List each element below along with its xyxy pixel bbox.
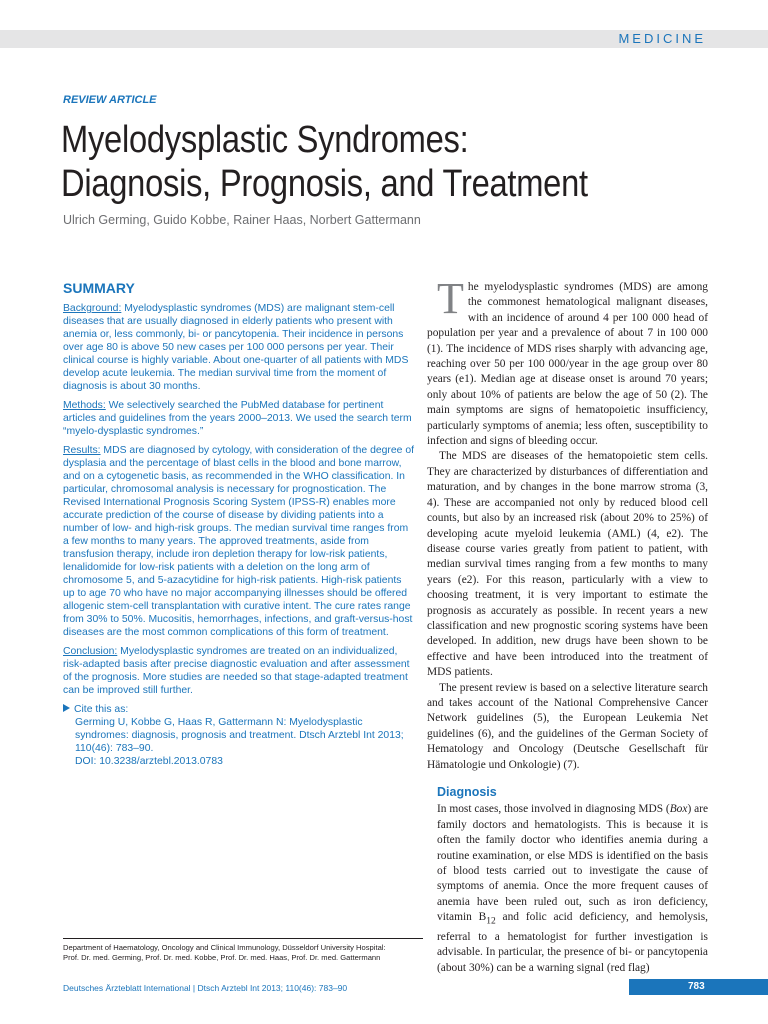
title-line-2: Diagnosis, Prognosis, and Treatment bbox=[61, 163, 588, 205]
page-number: 783 bbox=[688, 981, 705, 992]
summary-conclusion bbox=[63, 645, 415, 697]
footnote-line-1: Department of Haematology, Oncology and Clinical Immunology, Düsseldorf University Hospital: bbox=[63, 943, 386, 952]
summary-background bbox=[63, 302, 415, 393]
arrow-right-icon bbox=[63, 704, 70, 712]
footnote-line-2: Prof. Dr. med. Germing, Prof. Dr. med. Kobbe, Prof. Dr. med. Haas, Prof. Dr. med. Gattermann bbox=[63, 953, 381, 962]
drop-cap: T bbox=[437, 274, 464, 323]
body-column bbox=[427, 274, 709, 976]
p4-text-b: ) are family doctors and hematologists. This is because it is often the family doctor who identifies anemia during a routine examination, or else MDS is identified on the basis of blood tests carried out to investigate the cause of symptoms of anemia. Once the more frequent causes of anemia have been ruled out, such as iron deficiency, vitamin B bbox=[437, 803, 709, 924]
body-paragraph-1-text: he myelodysplastic syndromes (MDS) are among the commonest hematological malignant diseases, with an incidence of around 4 per 100 000 head of population per year and a prevalence of about 7 in 100 000 (1). The incidence of MDS rises sharply with advancing age, reaching over 50 per 100 000/year in the age group over 80 years (e1). Median age at disease onset is around 70 years; only about 10% of patients are below the age of 50 (2). The main symptoms are signs of hematopoietic insufficiency, particularly symptoms of anemia; less often, susceptibility to infection and signs of bleeding occur. bbox=[427, 281, 708, 448]
p4-text-a: In most cases, those involved in diagnosing MDS ( bbox=[437, 803, 670, 816]
article-title bbox=[61, 118, 629, 206]
citation-heading bbox=[63, 703, 415, 716]
summary-heading: SUMMARY bbox=[63, 280, 135, 296]
conclusion-text: Myelodysplastic syndromes are treated on an individualized, risk-adapted basis after precise diagnostic evaluation and after assessment of the prognosis. More studies are needed so that stage-adapted treatment can be improved still further. bbox=[63, 646, 410, 696]
methods-text: We selectively searched the PubMed database for pertinent articles and guidelines from the years 2000–2013. We used the search term “myelo-dysplastic syndromes.” bbox=[63, 400, 412, 437]
citation-block bbox=[63, 703, 415, 768]
p4-subscript: 12 bbox=[486, 916, 496, 927]
author-list: Ulrich Germing, Guido Kobbe, Rainer Haas, Norbert Gattermann bbox=[63, 213, 421, 227]
diagnosis-heading: Diagnosis bbox=[437, 785, 497, 799]
summary-section bbox=[63, 280, 415, 768]
methods-label: Methods: bbox=[63, 400, 106, 411]
body-paragraph-2: The MDS are diseases of the hematopoietic stem cells. They are characterized by disturbances of differentiation and maturation, and by changes in the bone marrow stroma (3, 4). These are accompanied not only by reduced blood cell counts, but also by an increased risk (about 20% to 25%) of developing acute myeloid leukemia (AML) (4, e2). The disease course varies greatly from patient to patient, with median survival times ranging from a few months to many years (e2). For this reason, particularly with a view to choosing treatment, it is very important to estimate the prognosis as accurately as possible. In recent years a new classification and new prognostic scoring systems have been developed. In addition, new drugs have been shown to be effective and have been introduced into the treatment of MDS patients. bbox=[427, 450, 708, 679]
body-paragraph-4 bbox=[427, 802, 708, 976]
section-label: MEDICINE bbox=[618, 31, 706, 46]
p4-text-c: and folic acid deficiency, and hemolysis, referral to a hematologist for further investigation is advisable. In particular, the presence of bi- or pancytopenia (about 30%) can be a warning signal (red flag) bbox=[437, 911, 708, 974]
results-text: MDS are diagnosed by cytology, with consideration of the degree of dysplasia and the percentage of blast cells in the blood and bone marrow, and on a cytogenetic basis, as recommended in the WHO classification. In particular, chromosomal analysis is necessary for prognostication. The Revised International Prognosis Scoring System (IPSS-R) enables more accurate prediction of the course of disease by dividing patients into a number of low- and high-risk groups. The median survival time ranges from a few months to many years. The approved treatments, aside from transfusion therapy, include iron depletion therapy for low-risk patients, lenalidomide for low-risk patients with a deletion on the long arm of chromosome 5, and 5-azacytidine for high-risk patients. High-risk patients up to age 70 who have no major accompanying illnesses should be offered allogenic stem-cell transplantation with curative intent. The cure rates range from 30% to 50%. Mucositis, hemorrhages, infections, and graft-versus-host diseases are the most common complications of this form of treatment. bbox=[63, 445, 414, 638]
journal-footer: Deutsches Ärzteblatt International | Dtsch Arztebl Int 2013; 110(46): 783–90 bbox=[63, 983, 348, 993]
title-line-1: Myelodysplastic Syndromes: bbox=[61, 119, 469, 161]
conclusion-label: Conclusion: bbox=[63, 646, 118, 657]
affiliation-footnote bbox=[63, 938, 423, 963]
results-label: Results: bbox=[63, 445, 101, 456]
background-label: Background: bbox=[63, 303, 122, 314]
summary-methods bbox=[63, 399, 415, 438]
body-paragraph-1 bbox=[427, 274, 708, 449]
summary-results bbox=[63, 444, 415, 639]
box-reference[interactable]: Box bbox=[669, 803, 688, 816]
citation-label: Cite this as: bbox=[74, 704, 129, 715]
background-text: Myelodysplastic syndromes (MDS) are malignant stem-cell diseases that are usually diagnosed in elderly patients who present with anemia or, less commonly, bi- or pancytopenia. Their incidence in persons over age 80 is above 50 new cases per 100 000 persons per year. Their clinical course is highly variable. About one-quarter of all patients with MDS develop acute leukemia. The median survival time from the moment of diagnosis is about 30 months. bbox=[63, 303, 409, 392]
body-paragraph-3: The present review is based on a selective literature search and takes account of the National Comprehensive Cancer Network guidelines (5), the European Leukemia Net guidelines (6), and the guidelines of the German Society of Hematology and Oncology (Deutsche Gesellschaft für Hämatologie und Onkologie) (7). bbox=[427, 681, 708, 771]
citation-doi[interactable]: DOI: 10.3238/arztebl.2013.0783 bbox=[75, 756, 223, 767]
citation-text: Germing U, Kobbe G, Haas R, Gattermann N: Myelodysplastic syndromes: diagnosis, prognosis and treatment. Dtsch Arztebl Int 2013; 110(46): 783–90. bbox=[75, 717, 404, 754]
article-type-label: REVIEW ARTICLE bbox=[63, 94, 157, 106]
